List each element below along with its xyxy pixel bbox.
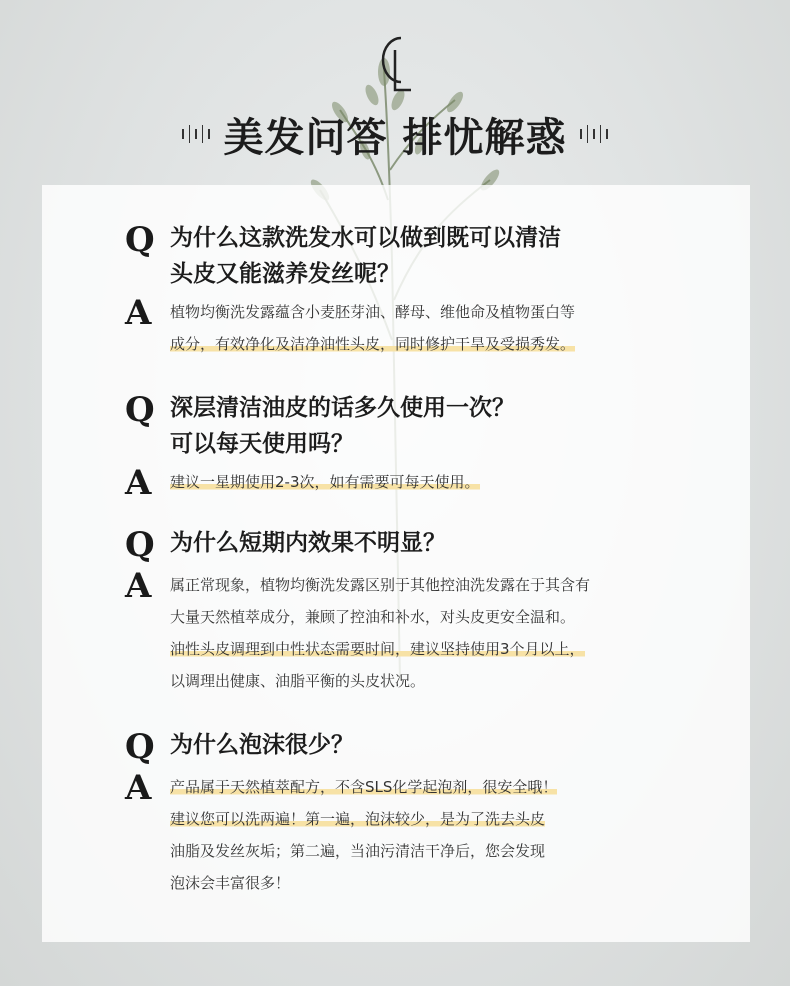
answer-highlight: 建议一星期使用2-3次，如有需要可每天使用。 xyxy=(170,473,480,491)
answer-line: 以调理出健康、油脂平衡的头皮状况。 xyxy=(170,672,426,690)
question-row xyxy=(125,727,557,767)
question-row xyxy=(125,525,590,565)
answer-row xyxy=(125,293,576,360)
question-mark: Q xyxy=(125,727,155,767)
question-text xyxy=(170,390,515,462)
answer-line: 泡沫会丰富很多！ xyxy=(170,874,291,892)
answer-line xyxy=(170,771,557,803)
question-mark: Q xyxy=(125,390,155,430)
answer-mark: A xyxy=(125,566,152,606)
answer-line: 大量天然植萃成分，兼顾了控油和补水，对头皮更安全温和。 xyxy=(170,608,576,626)
answer-highlight: 产品属于天然植萃配方，不含SLS化学起泡剂，很安全哦！ xyxy=(170,778,558,796)
question-row xyxy=(125,390,515,462)
question-text xyxy=(170,727,354,763)
answer-row xyxy=(125,463,515,503)
qa-item xyxy=(125,525,590,697)
answer-line xyxy=(170,803,557,835)
question-row xyxy=(125,220,575,292)
answer-line xyxy=(170,466,480,498)
answer-mark: A xyxy=(125,293,152,333)
answer-line: 植物均衡洗发露蕴含小麦胚芽油、酵母、维他命及植物蛋白等 xyxy=(170,303,576,321)
answer-text xyxy=(170,569,590,697)
question-mark: Q xyxy=(125,525,155,565)
question-line: 头皮又能滋养发丝呢？ xyxy=(170,260,400,287)
answer-text xyxy=(170,466,480,498)
header-ornament-right xyxy=(580,125,608,143)
answer-highlight: 建议您可以洗两遍！第一遍，泡沫较少，是为了洗去头皮 xyxy=(170,810,546,828)
qa-item xyxy=(125,390,515,503)
question-line: 为什么这款洗发水可以做到既可以清洁 xyxy=(170,224,561,251)
answer-line xyxy=(170,328,575,360)
question-line: 为什么短期内效果不明显？ xyxy=(170,529,446,556)
answer-text xyxy=(170,296,575,360)
answer-highlight: 油性头皮调理到中性状态需要时间，建议坚持使用3个月以上， xyxy=(170,640,585,658)
header-ornament-left xyxy=(182,125,210,143)
qa-item xyxy=(125,727,557,899)
answer-text xyxy=(170,771,557,899)
question-text xyxy=(170,220,561,292)
answer-line: 属正常现象，植物均衡洗发露区别于其他控油洗发露在于其含有 xyxy=(170,576,591,594)
answer-line: 油脂及发丝灰垢；第二遍，当油污清洁干净后，您会发现 xyxy=(170,842,546,860)
answer-row xyxy=(125,566,591,697)
answer-highlight: 成分，有效净化及洁净油性头皮，同时修护干旱及受损秀发。 xyxy=(170,335,576,353)
qa-item xyxy=(125,220,575,360)
answer-mark: A xyxy=(125,768,152,808)
question-line: 深层清洁油皮的话多久使用一次？ xyxy=(170,394,515,421)
question-text xyxy=(170,525,446,561)
answer-mark: A xyxy=(125,463,152,503)
question-line: 可以每天使用吗？ xyxy=(170,430,354,457)
question-mark: Q xyxy=(125,220,155,260)
answer-row xyxy=(125,768,558,899)
page-title: 美发问答 排忧解惑 xyxy=(223,113,567,161)
brand-logo xyxy=(365,28,425,98)
question-line: 为什么泡沫很少？ xyxy=(170,731,354,758)
answer-line xyxy=(170,633,590,665)
page-header xyxy=(0,104,790,164)
